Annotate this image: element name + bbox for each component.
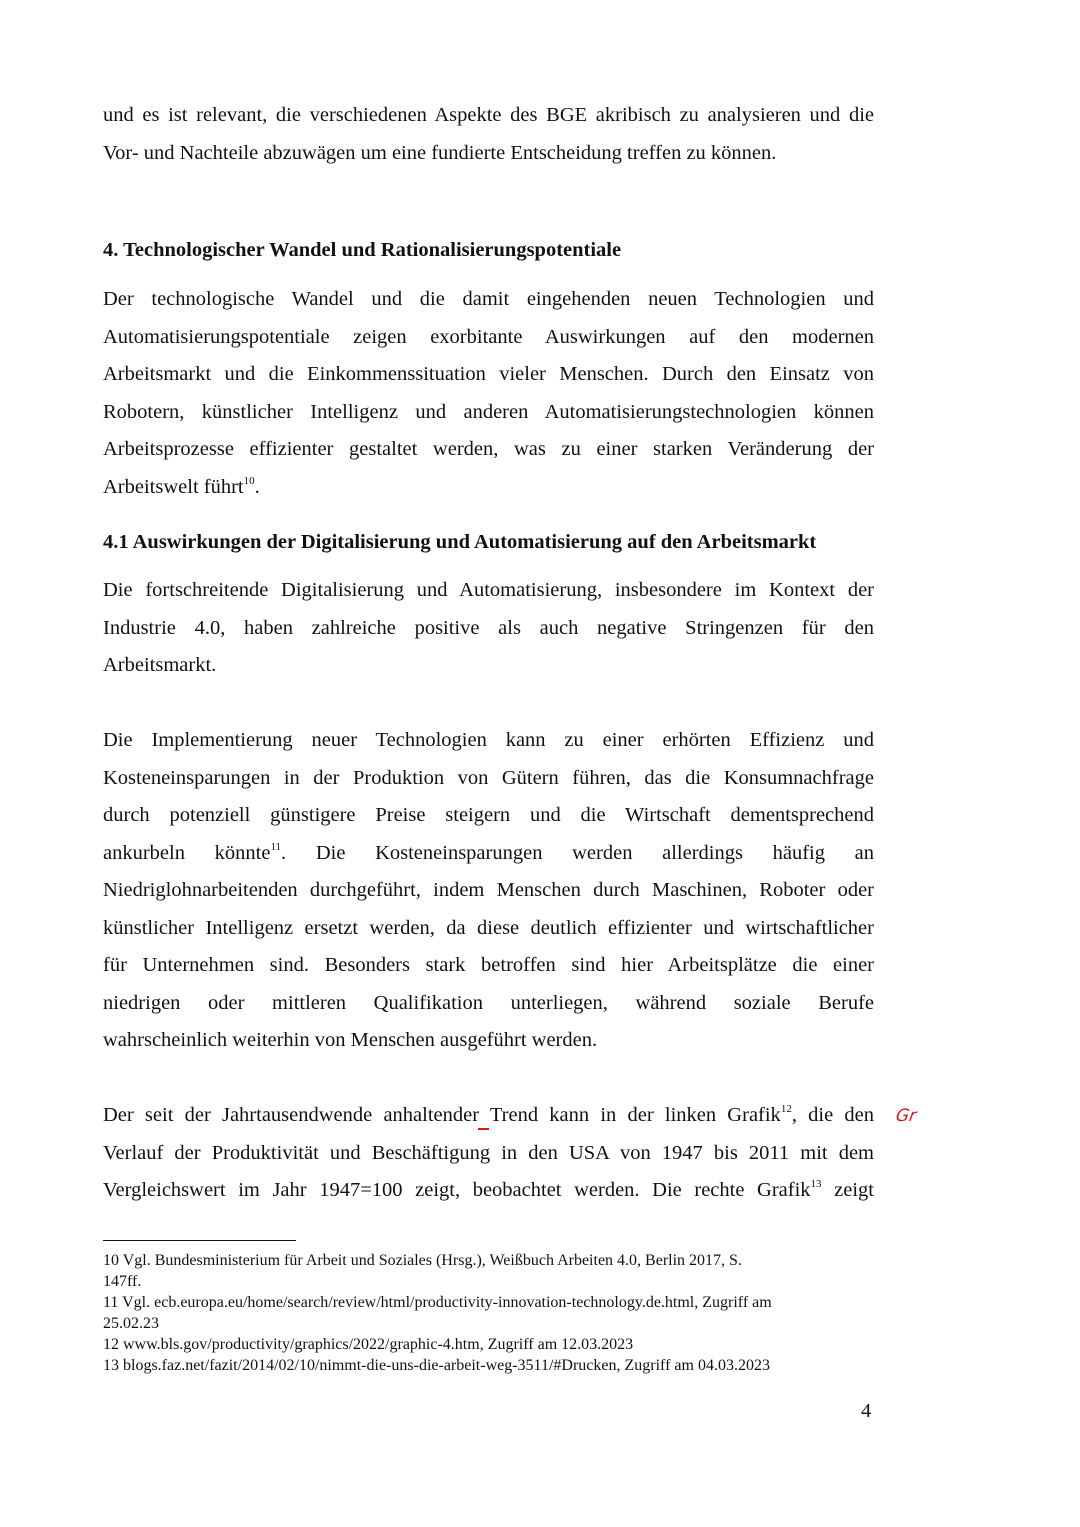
footnote-ref-13[interactable]: 13	[810, 1178, 822, 1190]
footnote-ref-12[interactable]: 12	[780, 1103, 792, 1115]
footnote-line: 12 www.bls.gov/productivity/graphics/2022/graphic-4.htm, Zugriff am 12.03.2023	[103, 1336, 634, 1353]
text-line: Verlauf der Produktivität und Beschäftigung in den USA von 1947 bis 2011 mit dem	[103, 1141, 874, 1164]
text-line: Vor- und Nachteile abzuwägen um eine fundierte Entscheidung treffen zu können.	[103, 141, 777, 164]
text-fragment: ankurbeln könnte	[103, 841, 271, 864]
text-line: durch potenziell günstigere Preise steigern und die Wirtschaft dementsprechend	[103, 804, 874, 826]
text-line: Industrie 4.0, haben zahlreiche positive als auch negative Stringenzen für den	[103, 616, 874, 639]
text-line: Robotern, künstlicher Intelligenz und anderen Automatisierungstechnologien können	[103, 400, 874, 423]
correction-underline	[478, 1128, 489, 1130]
section-4-1-heading: 4.1 Auswirkungen der Digitalisierung und Automatisierung auf den Arbeitsmarkt	[103, 531, 817, 553]
footnotes	[103, 1250, 873, 1376]
text-line	[103, 1172, 874, 1210]
footnote-divider	[103, 1240, 296, 1241]
text-line: für Unternehmen sind. Besonders stark betroffen sind hier Arbeitsplätze die einer	[103, 954, 874, 976]
text-line: Automatisierungspotentiale zeigen exorbitante Auswirkungen auf den modernen	[103, 325, 874, 348]
text-line: Der technologische Wandel und die damit eingehenden neuen Technologien und	[103, 288, 874, 310]
margin-annotation: Gr	[894, 1106, 918, 1126]
text-line: Arbeitsprozesse effizienter gestaltet werden, was zu einer starken Veränderung der	[103, 438, 874, 460]
text-fragment: , die den	[791, 1104, 874, 1126]
section-4-paragraph	[103, 281, 874, 506]
text-line	[103, 835, 874, 873]
text-line: wahrscheinlich weiterhin von Menschen ausgeführt werden.	[103, 1029, 598, 1051]
text-line: Arbeitsmarkt.	[103, 654, 217, 676]
text-fragment: Der seit der Jahrtausendwende anhaltender Trend kann in der linken Grafik	[103, 1104, 781, 1126]
text-fragment: Arbeitswelt führt	[103, 475, 244, 498]
text-line: Die fortschreitende Digitalisierung und Automatisierung, insbesondere im Kontext der	[103, 579, 874, 601]
text-fragment: . Die Kosteneinsparungen werden allerdings häufig an	[281, 841, 874, 864]
text-line: Kosteneinsparungen in der Produktion von Gütern führen, das die Konsumnachfrage	[103, 766, 874, 789]
intro-paragraph	[103, 97, 874, 172]
text-line: Arbeitsmarkt und die Einkommenssituation vieler Menschen. Durch den Einsatz von	[103, 363, 874, 385]
footnote-line: 11 Vgl. ecb.europa.eu/home/search/review/html/productivity-innovation-technology.de.html, Zugriff am	[103, 1294, 772, 1311]
text-fragment: Vergleichswert im Jahr 1947=100 zeigt, beobachtet werden. Die rechte Grafik	[103, 1179, 811, 1201]
footnote-line: 147ff.	[103, 1273, 142, 1290]
section-4-heading: 4. Technologischer Wandel und Rationalisierungspotentiale	[103, 239, 622, 261]
footnote-ref-10[interactable]: 10	[243, 474, 255, 487]
text-line: Die Implementierung neuer Technologien kann zu einer erhörten Effizienz und	[103, 729, 874, 751]
footnote-line: 10 Vgl. Bundesministerium für Arbeit und Soziales (Hrsg.), Weißbuch Arbeiten 4.0, Berlin 2017, S.	[103, 1252, 742, 1269]
footnote-line: 13 blogs.faz.net/fazit/2014/02/10/nimmt-die-uns-die-arbeit-weg-3511/#Drucken, Zugriff am 04.03.2023	[103, 1357, 770, 1374]
text-line: Niedriglohnarbeitenden durchgeführt, indem Menschen durch Maschinen, Roboter oder	[103, 879, 874, 901]
section-4-1-paragraph-2	[103, 722, 874, 1060]
text-fragment: zeigt	[821, 1179, 874, 1201]
section-4-1-paragraph-1	[103, 572, 874, 685]
footnote-line: 25.02.23	[103, 1315, 159, 1332]
text-line: niedrigen oder mittleren Qualifikation unterliegen, während soziale Berufe	[103, 991, 874, 1014]
text-fragment: .	[254, 475, 260, 498]
page-number: 4	[861, 1400, 872, 1422]
text-line: und es ist relevant, die verschiedenen Aspekte des BGE akribisch zu analysieren und die	[103, 104, 874, 126]
section-4-1-paragraph-3	[103, 1097, 874, 1210]
text-line: künstlicher Intelligenz ersetzt werden, da diese deutlich effizienter und wirtschaftlicher	[103, 916, 874, 939]
footnote-ref-11[interactable]: 11	[270, 840, 282, 853]
text-line	[103, 469, 874, 507]
